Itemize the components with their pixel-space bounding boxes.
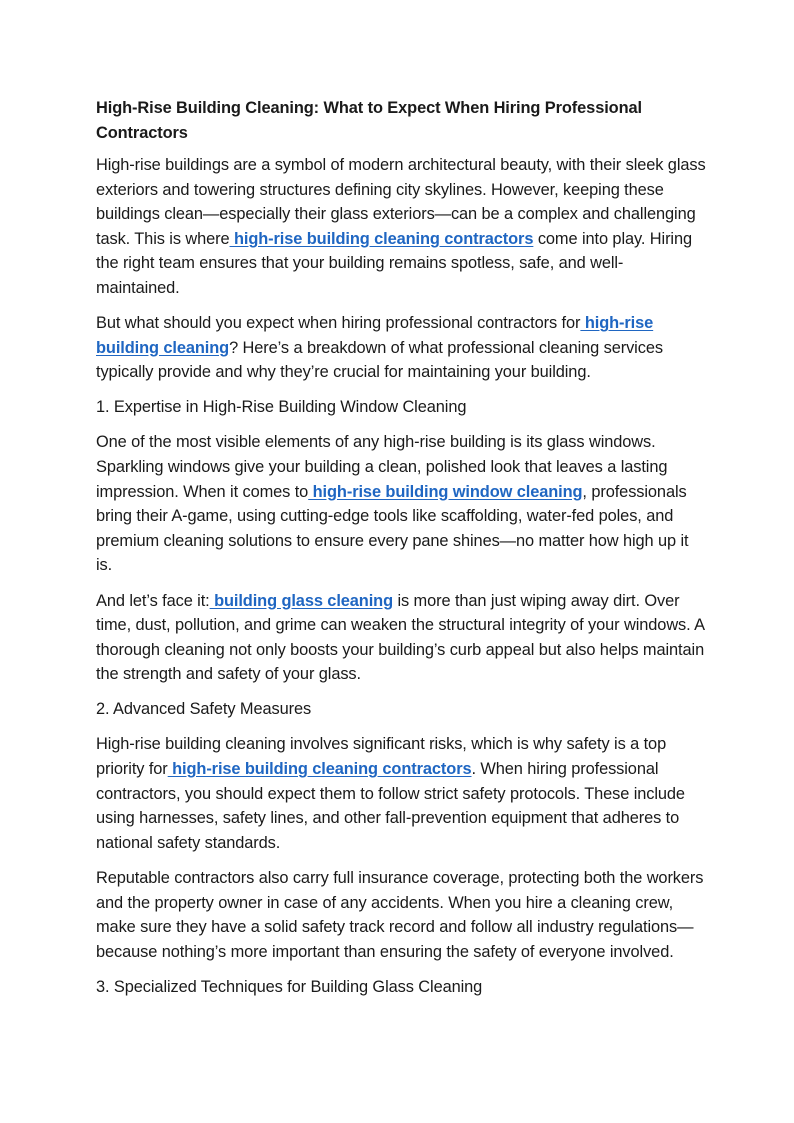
section-1-paragraph-1 [96,430,706,578]
intro-paragraph-1 [96,153,706,301]
intro-2-text-before: But what should you expect when hiring professional contractors for [96,314,581,333]
section-1-para-2-text-before: And let’s face it: [96,591,210,610]
section-2-paragraph-2: Reputable contractors also carry full insurance coverage, protecting both the workers and the property owner in case of any accidents. When you hire a cleaning crew, make sure they have a solid safety track record and follow all industry regulations—because nothing’s more important than ensuring the safety of everyone involved. [96,868,704,961]
section-1-paragraph-2 [96,589,706,687]
section-2-para-1-text-before: High-rise building cleaning involves significant risks, which is why safety is a top priority for [96,735,667,779]
intro-1-text-before: High-rise buildings are a symbol of modern architectural beauty, with their sleek glass exteriors and towering structures defining city skylines. However, keeping these buildings clean—especially their glass exteriors—can be a complex and challenging task. This is where [96,156,706,248]
section-1-para-1-text-after: , professionals bring their A-game, using cutting-edge tools like scaffolding, water-fed poles, and premium cleaning solutions to ensure every pane shines—no matter how high up it is. [96,482,689,575]
section-2-para-1-text-after: . When hiring professional contractors, you should expect them to follow strict safety protocols. These include using harnesses, safety lines, and other fall-prevention equipment that adheres to national safety standards. [96,760,685,852]
high-rise-building-window-cleaning-link[interactable]: high-rise building window cleaning [308,482,583,501]
section-2-paragraph-1 [96,732,706,855]
document-title: High-Rise Building Cleaning: What to Expect When Hiring Professional Contractors [96,99,642,142]
intro-paragraph-2 [96,311,706,385]
section-3-heading: 3. Specialized Techniques for Building Glass Cleaning [96,977,483,996]
high-rise-building-cleaning-contractors-link[interactable]: high-rise building cleaning contractors [229,229,534,248]
intro-1-text-after: come into play. Hiring the right team ensures that your building remains spotless, safe, and well-maintained. [96,229,692,297]
section-1-para-2-text-after: is more than just wiping away dirt. Over time, dust, pollution, and grime can weaken the structural integrity of your windows. A thorough cleaning not only boosts your building’s curb appeal but also helps maintain the strength and safety of your glass. [96,591,705,684]
section-1-para-1-text-before: One of the most visible elements of any high-rise building is its glass windows. Sparkling windows give your building a clean, polished look that leaves a lasting impression. When it comes to [96,433,668,501]
section-1-heading: 1. Expertise in High-Rise Building Window Cleaning [96,398,467,417]
high-rise-building-cleaning-link[interactable]: high-rise building cleaning [96,314,654,357]
high-rise-building-cleaning-contractors-link-2[interactable]: high-rise building cleaning contractors [167,760,472,779]
intro-2-text-after: ? Here’s a breakdown of what professional cleaning services typically provide and why they’re crucial for maintaining your building. [96,338,663,382]
document-page [96,96,706,1010]
building-glass-cleaning-link[interactable]: building glass cleaning [209,591,393,610]
section-2-heading: 2. Advanced Safety Measures [96,700,312,719]
